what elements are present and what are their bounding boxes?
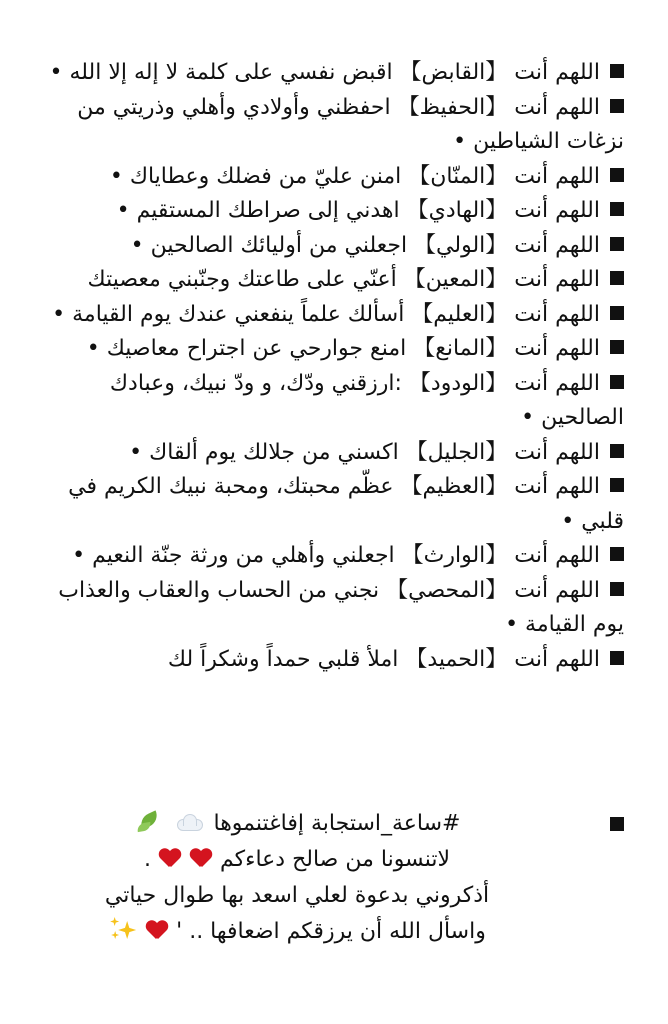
dua-text: اللهم أنت 【الجليل】 اكسني من جلالك يوم ألقاك • bbox=[129, 439, 600, 465]
dua-document bbox=[40, 56, 624, 677]
dua-text: اللهم أنت 【المانع】 امنع جوارحي عن اجتراح معاصيك • bbox=[86, 336, 600, 361]
list-item bbox=[40, 574, 624, 643]
dua-text: اللهم أنت 【الوارث】 اجعلني وأهلي من ورثة جنّة النعيم • bbox=[72, 543, 600, 568]
footer-line-4 bbox=[40, 914, 624, 950]
square-bullet-icon bbox=[610, 202, 624, 216]
ask-text: واسأل الله أن يرزقكم اضعافها .. ' bbox=[176, 919, 486, 944]
square-bullet-icon bbox=[610, 306, 624, 320]
dua-text: اللهم أنت 【العظيم】 عظّم محبتك، ومحبة نبيك الكريم في قلبي • bbox=[68, 474, 624, 534]
square-bullet-icon bbox=[610, 237, 624, 251]
square-bullet-icon bbox=[610, 478, 624, 492]
sparkles-icon bbox=[110, 917, 136, 941]
cloud-icon bbox=[175, 815, 203, 833]
list-item bbox=[40, 194, 624, 229]
square-bullet-icon bbox=[610, 375, 624, 389]
list-item bbox=[40, 298, 624, 333]
list-item bbox=[40, 229, 624, 264]
list-item bbox=[40, 263, 624, 298]
dua-text: اللهم أنت 【الحفيظ】 احفظني وأولادي وأهلي وذريتي من نزغات الشياطين • bbox=[77, 94, 624, 154]
square-bullet-icon bbox=[610, 271, 624, 285]
heart-icon bbox=[159, 849, 181, 869]
square-bullet-icon bbox=[610, 651, 624, 665]
list-item bbox=[40, 56, 624, 91]
square-bullet-icon bbox=[610, 582, 624, 596]
reminder-end: . bbox=[143, 847, 151, 872]
list-item bbox=[40, 470, 624, 539]
heart-icon bbox=[190, 849, 212, 869]
dua-text: اللهم أنت 【المعين】 أعنّي على طاعتك وجنّبني معصيتك bbox=[87, 267, 600, 292]
remember-text: أذكروني بدعوة لعلي اسعد بها طوال حياتي bbox=[104, 883, 490, 908]
dua-text: اللهم أنت 【الولي】 اجعلني من أوليائك الصالحين • bbox=[130, 232, 600, 258]
footer-message bbox=[40, 806, 624, 950]
list-item bbox=[40, 367, 624, 436]
list-item bbox=[40, 539, 624, 574]
square-bullet-icon bbox=[610, 99, 624, 113]
square-bullet-icon bbox=[610, 817, 624, 831]
dua-text: اللهم أنت 【العليم】 أسألك علماً ينفعني عندك يوم القيامة • bbox=[52, 301, 600, 327]
dua-text: اللهم أنت 【الهادي】 اهدني إلى صراطك المستقيم • bbox=[116, 198, 600, 223]
footer-line-3 bbox=[40, 878, 624, 914]
dua-list bbox=[40, 56, 624, 677]
square-bullet-icon bbox=[610, 444, 624, 458]
square-bullet-icon bbox=[610, 340, 624, 354]
footer-hashtag-line bbox=[40, 806, 624, 842]
list-item bbox=[40, 160, 624, 195]
list-item bbox=[40, 91, 624, 160]
square-bullet-icon bbox=[610, 547, 624, 561]
list-item bbox=[40, 436, 624, 471]
hashtag-text: #ساعة_استجابة إفاغتنموها bbox=[213, 811, 461, 836]
footer-line-2 bbox=[40, 842, 624, 878]
dua-text: اللهم أنت 【المحصي】 نجني من الحساب والعقاب والعذاب يوم القيامة • bbox=[58, 577, 624, 637]
square-bullet-icon bbox=[610, 64, 624, 78]
herb-icon bbox=[136, 811, 162, 833]
dua-text: اللهم أنت 【الودود】 :ارزقني ودّك، و ودّ نبيك، وعبادك الصالحين • bbox=[109, 370, 624, 430]
dua-text: اللهم أنت 【القابض】 اقبض نفسي على كلمة لا إله إلا الله • bbox=[49, 60, 600, 85]
list-item bbox=[40, 643, 624, 678]
list-item bbox=[40, 332, 624, 367]
reminder-text: لاتنسونا من صالح دعاءكم bbox=[219, 847, 450, 872]
dua-text: اللهم أنت 【المنّان】 امنن عليّ من فضلك وعطاياك • bbox=[109, 163, 600, 189]
dua-text: اللهم أنت 【الحميد】 املأ قلبي حمداً وشكراً لك bbox=[167, 646, 600, 672]
heart-icon bbox=[146, 921, 168, 941]
square-bullet-icon bbox=[610, 168, 624, 182]
